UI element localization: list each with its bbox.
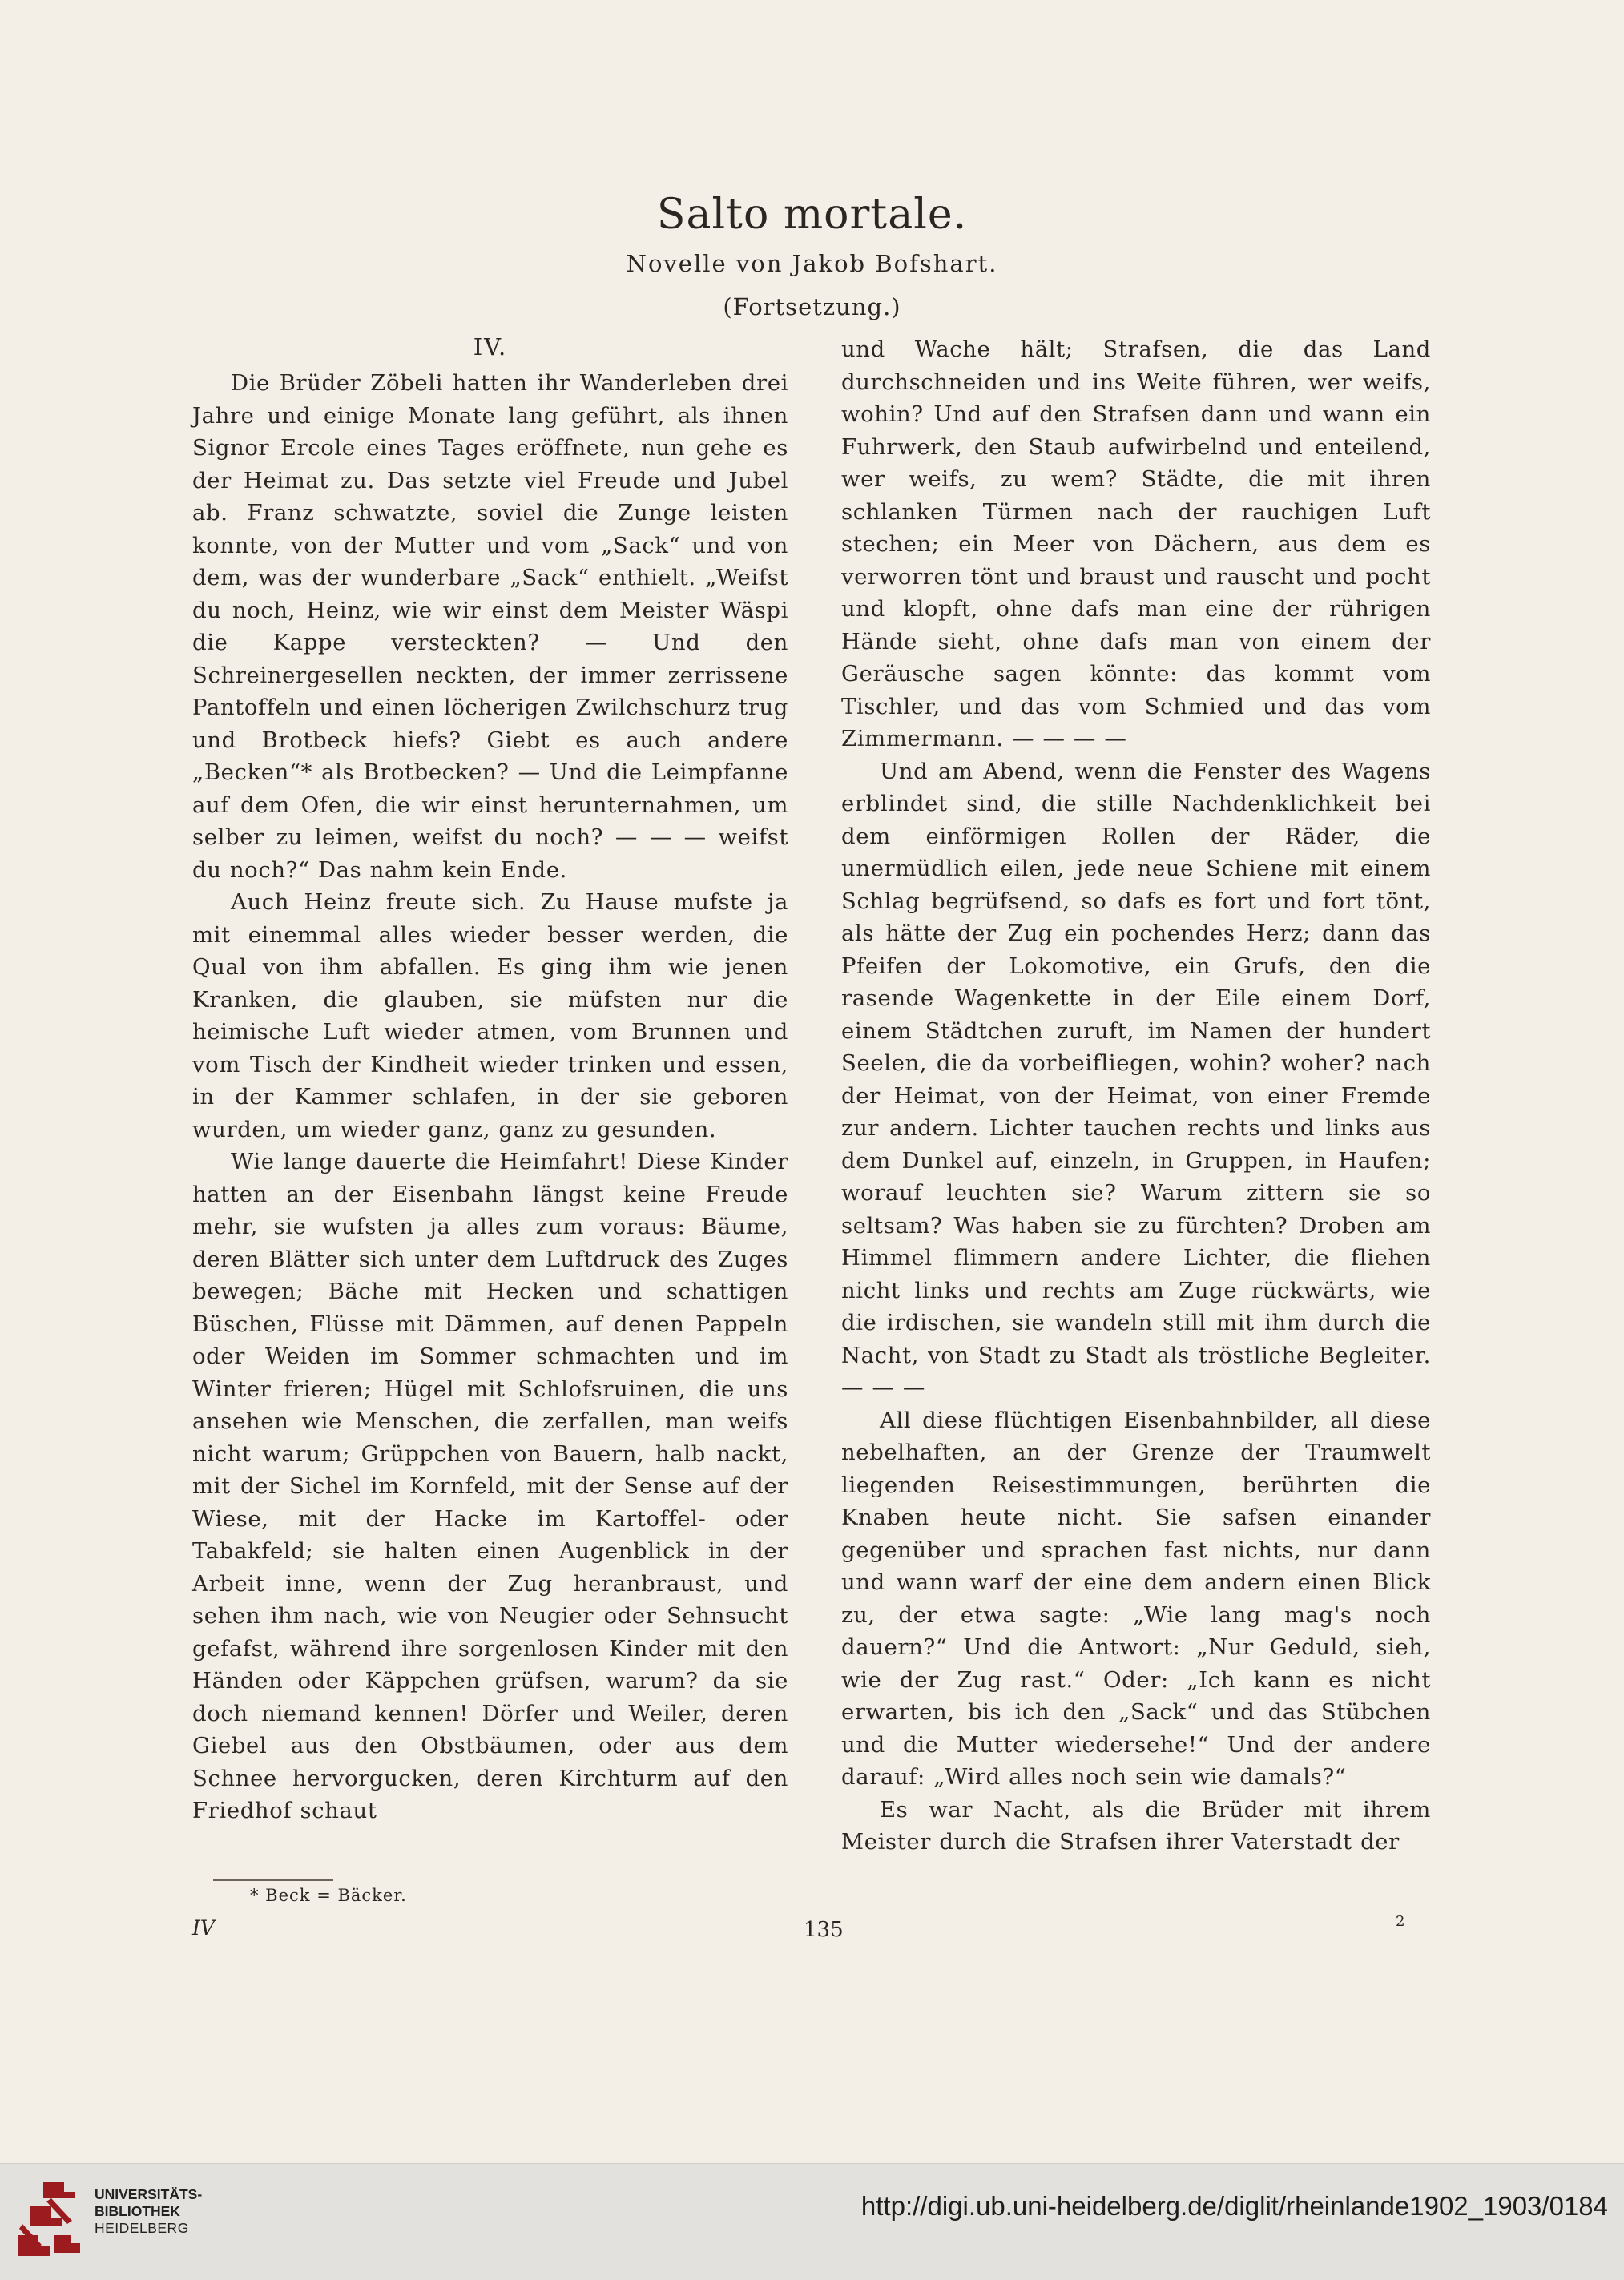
paragraph: Es war Nacht, als die Brüder mit ihrem Meister durch die Strafsen ihrer Vaterstadt der [841,1796,1431,1855]
signature-mark: IV [192,1916,215,1940]
right-text-column [841,333,1431,1859]
sheet-number: 2 [1396,1913,1405,1930]
paragraph: Auch Heinz freute sich. Zu Hause mufste ja mit einemmal alles wieder besser werden, die Qual von ihm abfallen. Es ging ihm wie jenen Kranken, die glauben, sie müfsten nur die heimische Luft wieder atmen, vom Brunnen und vom Tisch der Kindheit wieder trinken und essen, in der Kammer schlafen, in der sie geboren wurden, um wieder ganz, ganz zu gesunden. [192,889,788,1142]
library-name-line: BIBLIOTHEK [95,2203,180,2219]
library-name-line: HEIDELBERG [95,2220,189,2236]
continuation-note: (Fortsetzung.) [723,293,901,320]
viewer-footer [0,2163,1624,2280]
heidelberg-library-logo-icon[interactable] [14,2179,83,2259]
paragraph: Und am Abend, wenn die Fenster des Wagens erblindet sind, die stille Nachdenklichkeit bei dem einförmigen Rollen der Räder, die unermüdlich eilen, jede neue Schiene mit einem Schlag begrüfsend, so dafs es fort und fort tönt, als hätte der Zug ein pochendes Herz; dann das Pfeifen der Lokomotive, ein Grufs, den die rasende Wagenkette in der Eile einem Dorf, einem Städtchen zuruft, im Namen der hundert Seelen, die da vorbeifliegen, wohin? woher? nach der Heimat, von der Heimat, von einer Fremde zur andern. Lichter tauchen rechts und links aus dem Dunkel auf, einzeln, in Gruppen, in Haufen; worauf leuchten sie? Warum zittern sie so seltsam? Was haben sie zu fürchten? Droben am Himmel flimmern andere Lichter, die fliehen nicht links und rechts am Zuge rückwärts, wie die irdischen, sie wandeln still mit ihm durch die Nacht, von Stadt zu Stadt als tröstliche Begleiter. — — — [841,758,1431,1400]
chapter-heading: IV. [473,333,508,361]
permalink-url[interactable]: http://digi.ub.uni-heidelberg.de/diglit/rheinlande1902_1903/0184 [860,2191,1608,2221]
paragraph: und Wache hält; Strafsen, die das Land durchschneiden und ins Weite führen, wer weifs, wohin? Und auf den Strafsen dann und wann ein Fuhrwerk, den Staub aufwirbelnd und enteilend, wer weifs, zu wem? Städte, die mit ihren schlanken Türmen nach der rauchigen Luft stechen; ein Meer von Dächern, aus dem es verworren tönt und braust und rauscht und pocht und klopft, ohne dafs man eine der rührigen Hände sieht, ohne dafs man von einem der Geräusche sagen könnte: das kommt vom Tischler, und das vom Schmied und das vom Zimmermann. — — — — [841,336,1431,751]
paragraph: Die Brüder Zöbeli hatten ihr Wanderleben drei Jahre und einige Monate lang geführt, als ihnen Signor Ercole eines Tages eröffnete, nun gehe es der Heimat zu. Das setzte viel Freude und Jubel ab. Franz schwatzte, soviel die Zunge leisten konnte, von der Mutter und vom „Sack“ und von dem, was der wunderbare „Sack“ enthielt. „Weifst du noch, Heinz, wie wir einst dem Meister Wäspi die Kappe versteckten? — Und den Schreinergesellen neckten, der immer zerrissene Pantoffeln und einen löcherigen Zwilchschurz trug und Brotbeck hiefs? Giebt es auch andere „Becken“* als Brotbecken? — Und die Leimpfanne auf dem Ofen, die wir einst herunternahmen, um selber zu leimen, weifst du noch? — — — weifst du noch?“ Das nahm kein Ende. [192,370,788,883]
paragraph: Wie lange dauerte die Heimfahrt! Diese Kinder hatten an der Eisenbahn längst keine Freude mehr, sie wufsten ja alles zum voraus: Bäume, deren Blätter sich unter dem Luftdruck des Zuges bewegen; Bäche mit Hecken und schattigen Büschen, Flüsse mit Dämmen, auf denen Pappeln oder Weiden im Sommer schmachten und im Winter frieren; Hügel mit Schlofsruinen, die uns ansehen wie Menschen, die zerfallen, man weifs nicht warum; Grüppchen von Bauern, halb nackt, mit der Sichel im Kornfeld, mit der Sense auf der Wiese, mit der Hacke im Kartoffel- oder Tabakfeld; sie halten einen Augenblick in der Arbeit inne, wenn der Zug heranbraust, und sehen ihm nach, wie von Neugier oder Sehnsucht gefafst, während ihre sorgenlosen Kinder mit den Händen oder Käppchen grüfsen, warum? da sie doch niemand kennen! Dörfer und Weiler, deren Giebel aus den Obstbäumen, oder aus dem Schnee hervorgucken, deren Kirchturm auf den Friedhof schaut [192,1149,788,1823]
article-title: Salto mortale. [656,191,968,239]
paragraph: All diese flüchtigen Eisenbahnbilder, all diese nebelhaften, an der Grenze der Traumwelt liegenden Reisestimmungen, berührten die Knaben heute nicht. Sie safsen einander gegenüber und sprachen fast nichts, nur dann und wann warf der eine dem andern einen Blick zu, der etwa sagte: „Wie lang mag's noch dauern?“ Und die Antwort: „Nur Geduld, sieh, wie der Zug rast.“ Oder: „Ich kann es nicht erwarten, bis ich den „Sack“ und das Stübchen und die Mutter wiedersehe!“ Und der andere darauf: „Wird alles noch sein wie damals?“ [841,1407,1431,1790]
footnote-divider [213,1879,333,1881]
library-name-line: UNIVERSITÄTS- [95,2186,203,2202]
page-number: 135 [804,1918,844,1942]
library-name[interactable] [95,2186,202,2237]
footnote: * Beck = Bäcker. [250,1886,407,1905]
left-text-column [192,367,788,1827]
article-subtitle: Novelle von Jakob Bofshart. [626,250,998,277]
